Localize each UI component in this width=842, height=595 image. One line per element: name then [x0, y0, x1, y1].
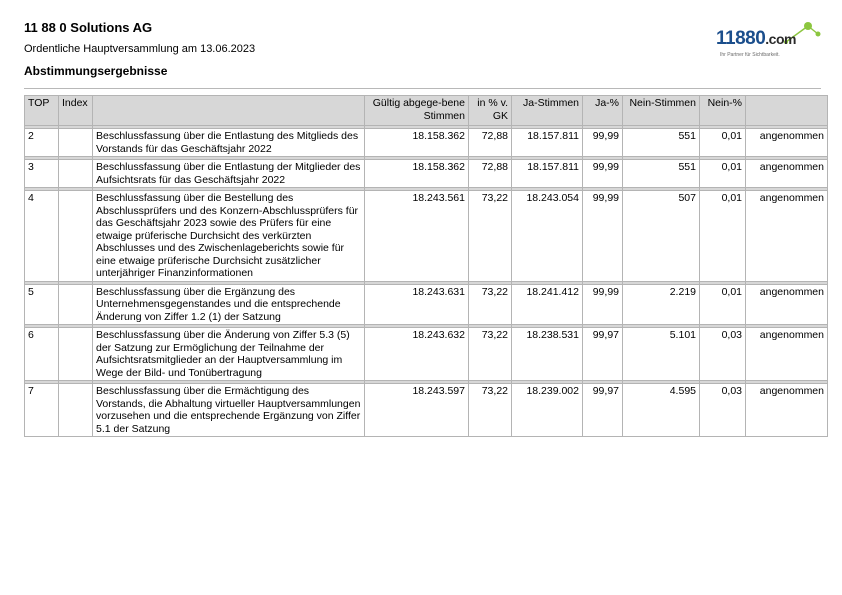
cell-result: angenommen: [746, 328, 828, 381]
table-row: [25, 328, 828, 381]
cell-yes-votes: 18.243.054: [512, 191, 583, 282]
cell-no-pct: 0,01: [700, 191, 746, 282]
cell-pct-share-capital: 73,22: [469, 328, 512, 381]
cell-result: angenommen: [746, 384, 828, 437]
col-header-no: Nein-Stimmen: [623, 96, 700, 126]
cell-resolution-text: Beschlussfassung über die Bestellung des Abschlussprüfers und des Konzern-Abschlussprüfers für das Geschäftsjahr 2023 sowie des Prüfers für eine etwaige prüferische Durchsicht des verkürzten Abschlusses und des Zwischenlageberichts sowie für eine etwaige prüferische Durchsicht zusätzlicher unterjähriger Finanzinformationen: [93, 191, 365, 282]
col-header-result: [746, 96, 828, 126]
cell-yes-votes: 18.157.811: [512, 129, 583, 157]
table-row: [25, 191, 828, 282]
cell-valid-votes: 18.243.597: [365, 384, 469, 437]
table-row: [25, 160, 828, 188]
cell-valid-votes: 18.158.362: [365, 129, 469, 157]
cell-yes-pct: 99,99: [583, 191, 623, 282]
col-header-yes: Ja-Stimmen: [512, 96, 583, 126]
meeting-title: Ordentliche Hauptversammlung am 13.06.2023: [24, 43, 256, 55]
cell-valid-votes: 18.158.362: [365, 160, 469, 188]
cell-valid-votes: 18.243.631: [365, 284, 469, 325]
cell-resolution-text: Beschlussfassung über die Änderung von Ziffer 5.3 (5) der Satzung zur Ermöglichung der Teilnahme der Aufsichtsratsmitglieder an der Hauptversammlung im Wege der Bild- und Tonübertragung: [93, 328, 365, 381]
cell-result: angenommen: [746, 160, 828, 188]
company-logo: [716, 20, 826, 62]
cell-yes-pct: 99,99: [583, 160, 623, 188]
cell-yes-pct: 99,97: [583, 328, 623, 381]
cell-resolution-text: Beschlussfassung über die Ermächtigung des Vorstands, die Abhaltung virtueller Hauptversammlungen vorzusehen und die entsprechende Ergänzung von Ziffer 5.1 der Satzung: [93, 384, 365, 437]
cell-yes-pct: 99,99: [583, 284, 623, 325]
cell-pct-share-capital: 73,22: [469, 191, 512, 282]
cell-resolution-text: Beschlussfassung über die Ergänzung des Unternehmensgegenstandes und die entsprechende Änderung von Ziffer 1.2 (1) der Satzung: [93, 284, 365, 325]
logo-suffix: .com: [765, 31, 796, 47]
cell-top: 2: [25, 129, 59, 157]
logo-wordmark: [716, 28, 796, 50]
cell-pct-share-capital: 73,22: [469, 384, 512, 437]
cell-top: 5: [25, 284, 59, 325]
col-header-yes-pct: Ja-%: [583, 96, 623, 126]
cell-yes-pct: 99,99: [583, 129, 623, 157]
cell-no-pct: 0,03: [700, 328, 746, 381]
cell-valid-votes: 18.243.632: [365, 328, 469, 381]
voting-results-table: [24, 95, 828, 437]
cell-no-votes: 2.219: [623, 284, 700, 325]
cell-index: [59, 328, 93, 381]
cell-no-votes: 507: [623, 191, 700, 282]
cell-top: 3: [25, 160, 59, 188]
cell-yes-votes: 18.239.002: [512, 384, 583, 437]
logo-main: 11880: [716, 28, 766, 49]
cell-yes-votes: 18.157.811: [512, 160, 583, 188]
cell-top: 4: [25, 191, 59, 282]
cell-top: 7: [25, 384, 59, 437]
page-subtitle: Abstimmungsergebnisse: [24, 64, 168, 78]
cell-no-votes: 5.101: [623, 328, 700, 381]
company-name: 11 88 0 Solutions AG: [24, 20, 153, 35]
cell-yes-votes: 18.238.531: [512, 328, 583, 381]
cell-result: angenommen: [746, 129, 828, 157]
col-header-pct-gk: in % v. GK: [469, 96, 512, 126]
table-row: [25, 129, 828, 157]
cell-no-pct: 0,01: [700, 284, 746, 325]
cell-no-pct: 0,01: [700, 129, 746, 157]
logo-tagline: Ihr Partner für Sichtbarkeit.: [720, 52, 780, 58]
header-divider: [24, 88, 821, 89]
cell-result: angenommen: [746, 284, 828, 325]
col-header-top: TOP: [25, 96, 59, 126]
cell-pct-share-capital: 72,88: [469, 160, 512, 188]
cell-no-pct: 0,01: [700, 160, 746, 188]
cell-yes-pct: 99,97: [583, 384, 623, 437]
cell-pct-share-capital: 72,88: [469, 129, 512, 157]
cell-index: [59, 129, 93, 157]
cell-index: [59, 384, 93, 437]
cell-no-pct: 0,03: [700, 384, 746, 437]
cell-index: [59, 284, 93, 325]
col-header-index: Index: [59, 96, 93, 126]
col-header-text: [93, 96, 365, 126]
col-header-no-pct: Nein-%: [700, 96, 746, 126]
table-body: [25, 126, 828, 437]
cell-resolution-text: Beschlussfassung über die Entlastung des Mitglieds des Vorstands für das Geschäftsjahr 2022: [93, 129, 365, 157]
cell-pct-share-capital: 73,22: [469, 284, 512, 325]
table-row: [25, 284, 828, 325]
cell-no-votes: 551: [623, 129, 700, 157]
cell-index: [59, 191, 93, 282]
cell-no-votes: 4.595: [623, 384, 700, 437]
cell-resolution-text: Beschlussfassung über die Entlastung der Mitglieder des Aufsichtsrats für das Geschäftsjahr 2022: [93, 160, 365, 188]
cell-no-votes: 551: [623, 160, 700, 188]
cell-valid-votes: 18.243.561: [365, 191, 469, 282]
cell-top: 6: [25, 328, 59, 381]
cell-yes-votes: 18.241.412: [512, 284, 583, 325]
col-header-valid: Gültig abgege-bene Stimmen: [365, 96, 469, 126]
cell-result: angenommen: [746, 191, 828, 282]
table-row: [25, 384, 828, 437]
table-header-row: [25, 96, 828, 126]
cell-index: [59, 160, 93, 188]
